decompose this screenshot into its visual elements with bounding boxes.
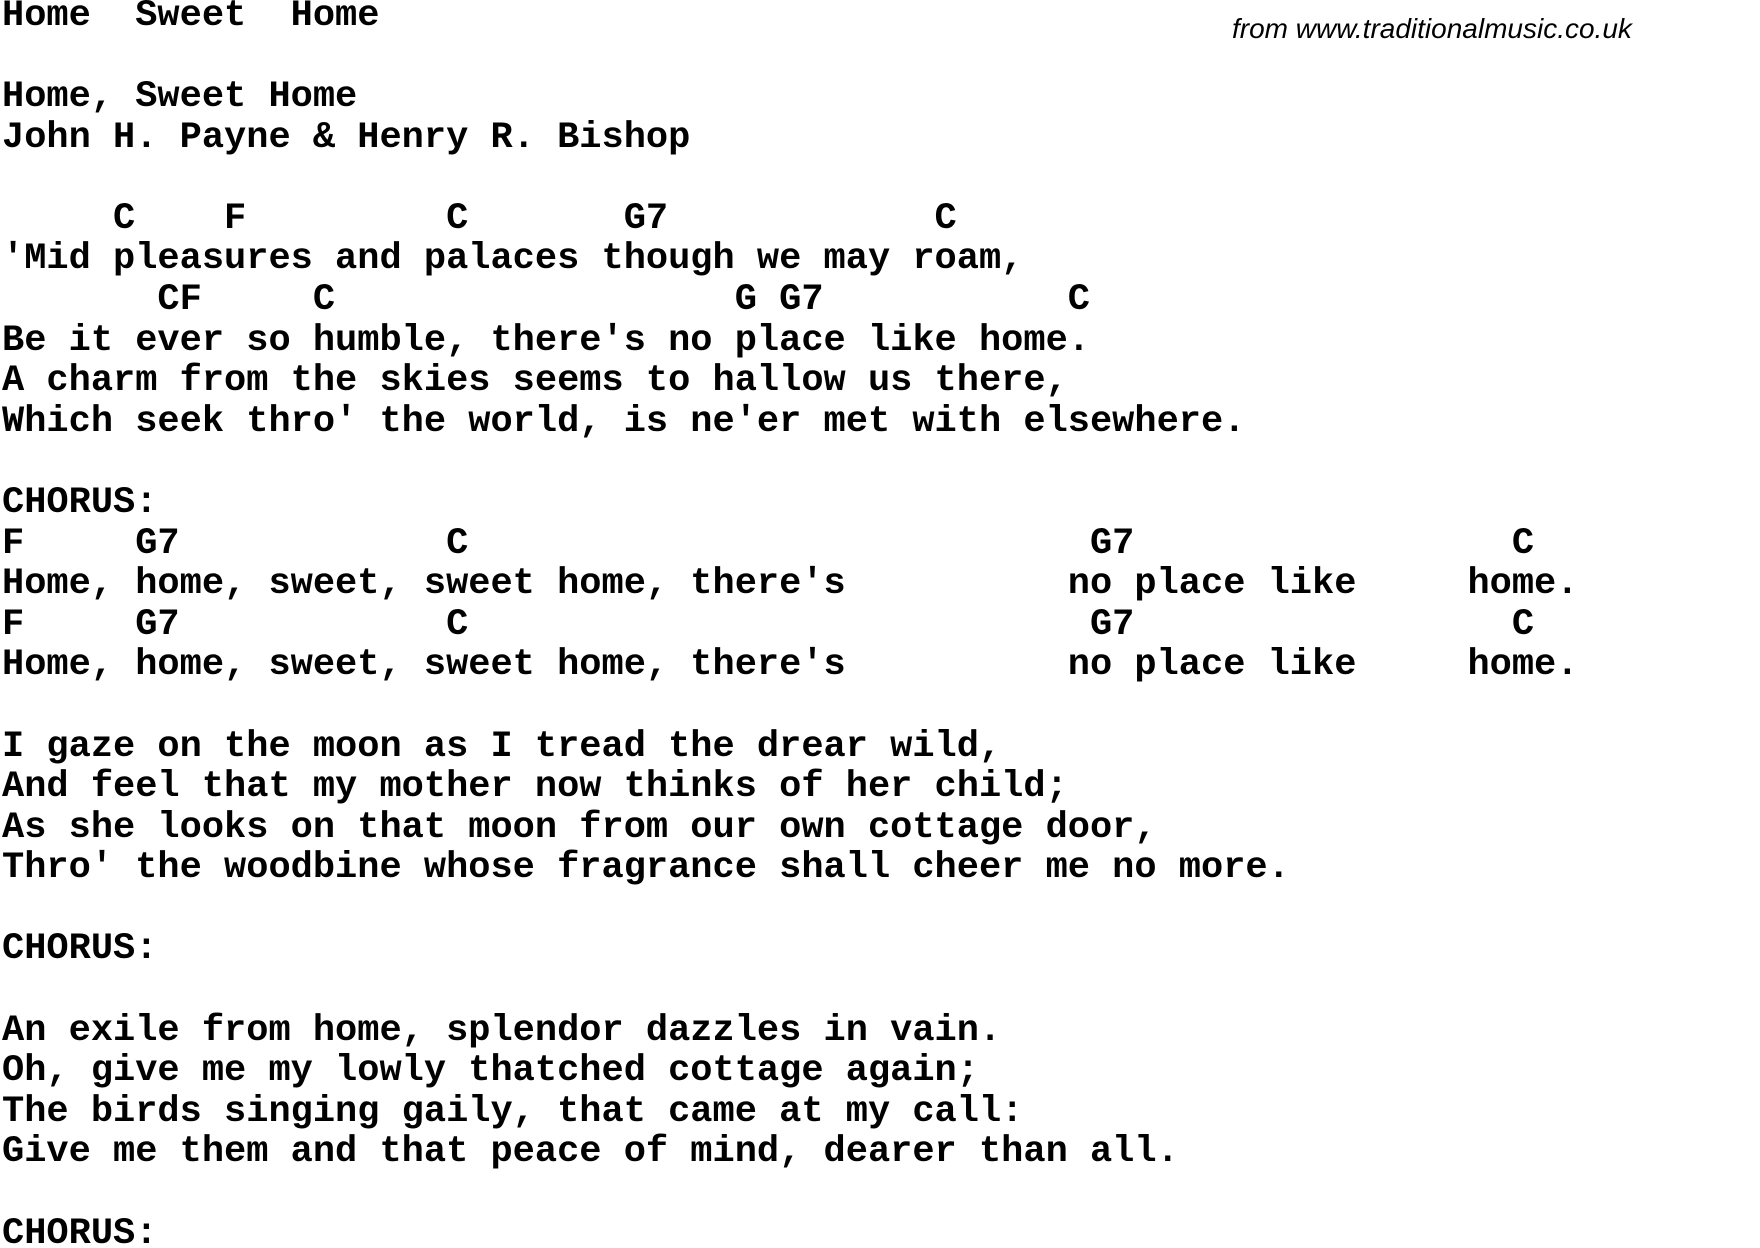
- blank-line: [2, 442, 1578, 483]
- lyric-line: An exile from home, splendor dazzles in vain.: [2, 1009, 1002, 1052]
- blank-line: [2, 1173, 1578, 1214]
- blank-line: [2, 686, 1578, 727]
- lyric-line: Give me them and that peace of mind, dearer than all.: [2, 1131, 1179, 1174]
- lyric-line: Home, home, sweet, sweet home, there's no place like home.: [2, 563, 1579, 606]
- lyric-line: Be it ever so humble, there's no place like home.: [2, 319, 1090, 362]
- lyric-line: Which seek thro' the world, is ne'er met with elsewhere.: [2, 400, 1246, 443]
- lyric-line: Thro' the woodbine whose fragrance shall cheer me no more.: [2, 847, 1290, 890]
- lyric-line: As she looks on that moon from our own cottage door,: [2, 806, 1157, 849]
- blank-line: [2, 158, 1578, 199]
- lyric-line: I gaze on the moon as I tread the drear wild,: [2, 725, 1002, 768]
- song-authors: John H. Payne & Henry R. Bishop: [2, 116, 691, 159]
- chord-line: F G7 C G7 C: [2, 603, 1535, 646]
- lyric-line: And feel that my mother now thinks of her child;: [2, 766, 1068, 809]
- chorus-heading: CHORUS:: [2, 1212, 158, 1248]
- chord-line: F G7 C G7 C: [2, 522, 1535, 565]
- chorus-heading: CHORUS:: [2, 481, 158, 524]
- source-credit: from www.traditionalmusic.co.uk: [1232, 13, 1632, 44]
- blank-line: [2, 889, 1578, 930]
- page-title: Home Sweet Home: [2, 0, 380, 37]
- lyric-line: Home, home, sweet, sweet home, there's no place like home.: [2, 644, 1579, 687]
- lyric-line: Oh, give me my lowly thatched cottage again;: [2, 1050, 979, 1093]
- chord-line: CF C G G7 C: [2, 278, 1090, 321]
- blank-line: [2, 970, 1578, 1011]
- lyric-line: The birds singing gaily, that came at my call:: [2, 1090, 1024, 1133]
- song-subtitle: Home, Sweet Home: [2, 76, 358, 118]
- lyrics-and-chords: [2, 77, 1578, 1248]
- chord-line: C F C G7 C: [2, 197, 957, 240]
- lyric-line: A charm from the skies seems to hallow us there,: [2, 360, 1068, 403]
- lyric-line: 'Mid pleasures and palaces though we may roam,: [2, 238, 1024, 281]
- chorus-heading: CHORUS:: [2, 928, 158, 971]
